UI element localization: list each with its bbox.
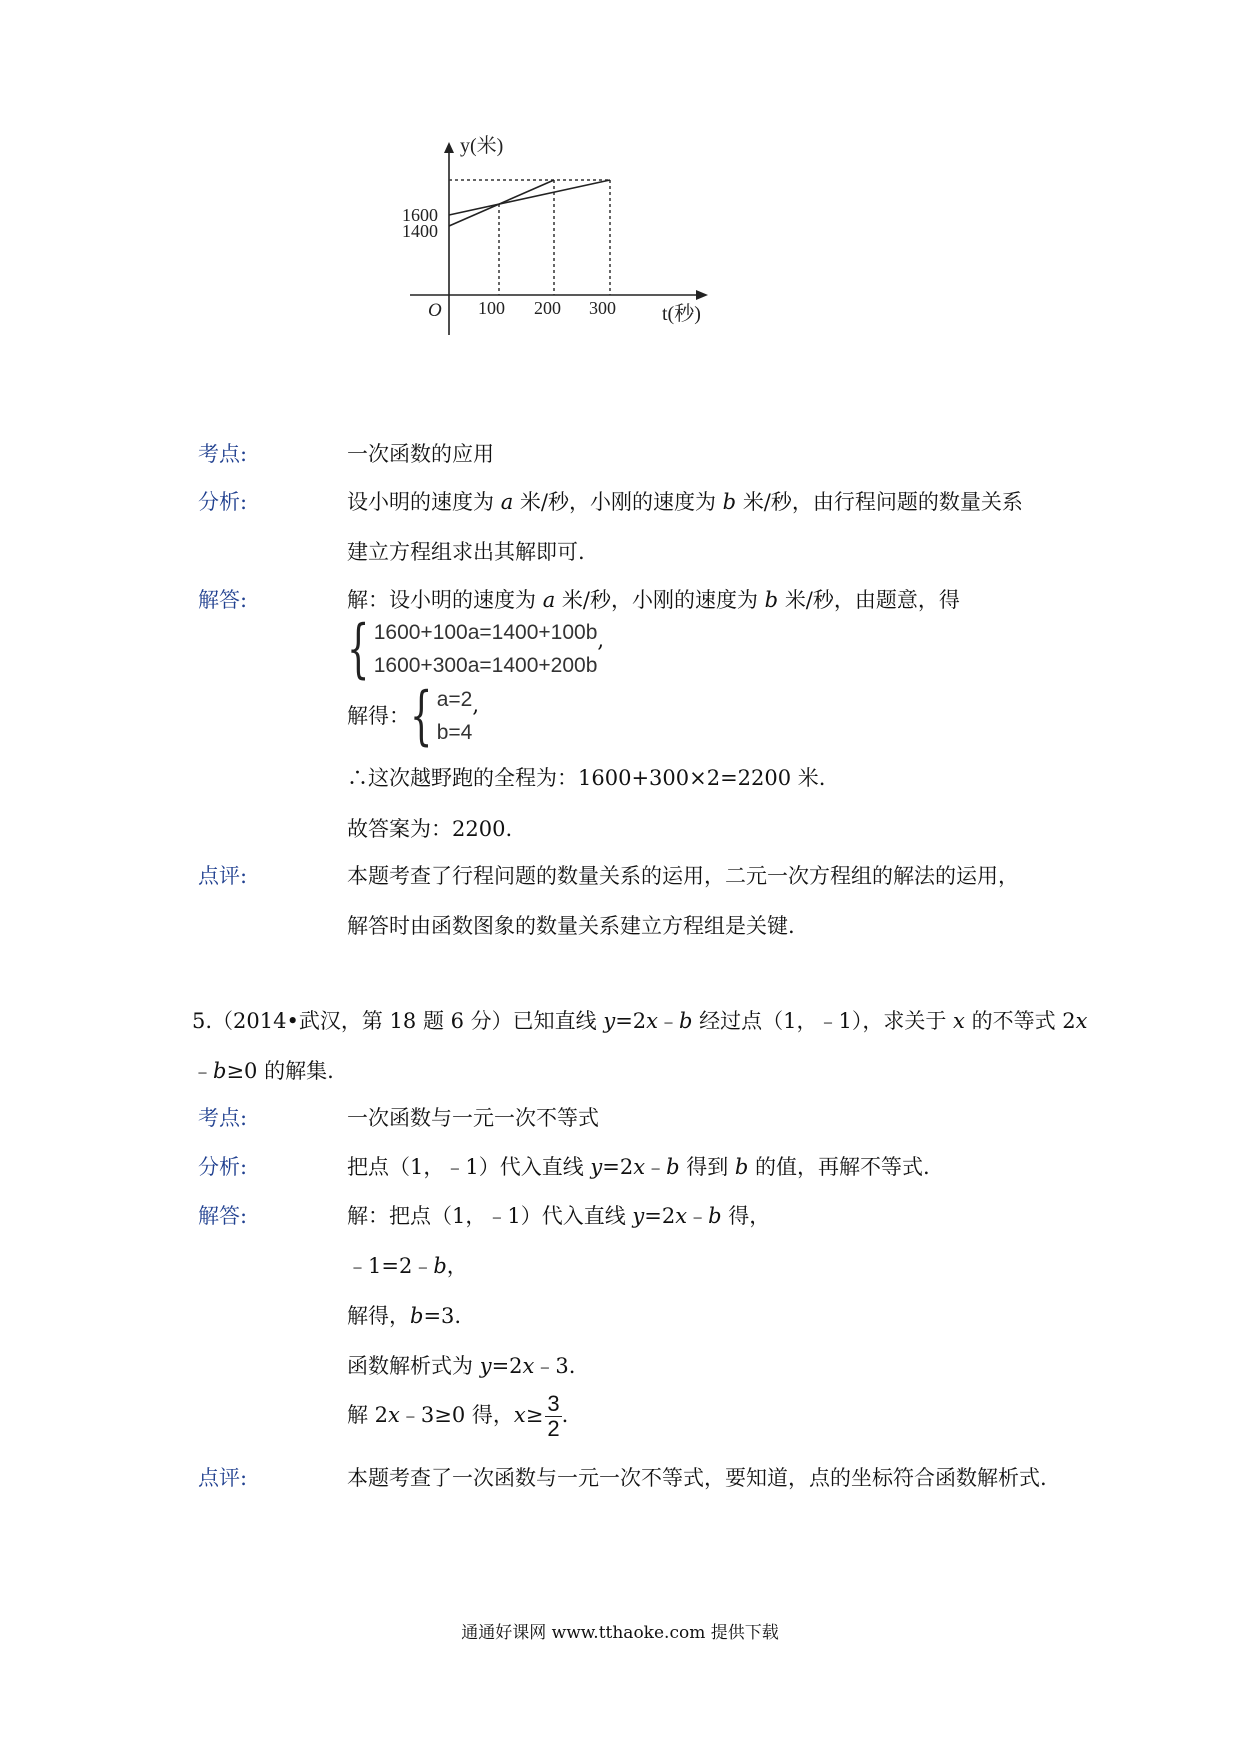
q5-stem-line1: 5.（2014•武汉，第 18 题 6 分）已知直线 y=2x﹣b 经过点（1，﹣1），求关于 x 的不等式 2x [192, 1009, 1088, 1033]
solution-system [410, 679, 480, 753]
solve-label: 解得： [347, 704, 410, 728]
y-tick-1600: 1600 [402, 205, 438, 225]
page-footer: 通通好课网 www.tthaoke.com 提供下载 [461, 1623, 779, 1643]
y-tick-1400: 1400 [402, 221, 438, 241]
y-axis-label: y(米) [460, 135, 504, 157]
q4-jieda-label: 解答: [198, 588, 248, 612]
q4-jieda-line1: 解：设小明的速度为 a 米/秒，小刚的速度为 b 米/秒，由题意，得 [347, 588, 960, 612]
solution-b: b=4 [436, 721, 473, 744]
x-axis-arrow [696, 290, 708, 300]
q5-jieda-line5: 解 2x﹣3≥0 得，x≥ $\frac{3}{2}$ . [347, 1391, 569, 1441]
origin-label: O [428, 300, 442, 321]
fraction-three-halves: $\frac{3}{2}$ [547, 1391, 560, 1441]
q4-dianping-line1: 本题考查了行程问题的数量关系的运用，二元一次方程组的解法的运用， [347, 864, 1019, 888]
q4-dianping-label: 点评: [198, 864, 248, 888]
q4-fenxi-label: 分析: [198, 490, 248, 514]
q5-dianping-text: 本题考查了一次函数与一元一次不等式，要知道，点的坐标符合函数解析式. [347, 1466, 1047, 1490]
x-tick-200: 200 [534, 298, 561, 318]
q4-kaodian-label: 考点: [198, 442, 248, 466]
equation-1: 1600+100a=1400+100b [373, 621, 598, 644]
q5-jieda-line4: 函数解析式为 y=2x﹣3. [347, 1354, 576, 1378]
q5-fenxi-text: 把点（1，﹣1）代入直线 y=2x﹣b 得到 b 的值，再解不等式. [347, 1155, 930, 1179]
q5-kaodian-label: 考点: [198, 1106, 248, 1130]
series-line-2 [449, 180, 554, 226]
series-line-1 [449, 180, 610, 215]
y-axis-arrow [444, 142, 454, 153]
solution-comma: , [472, 693, 480, 717]
x-tick-100: 100 [478, 298, 505, 318]
q5-stem-line2: ﹣b≥0 的解集. [192, 1059, 334, 1083]
x-axis-label: t(秒) [662, 303, 701, 325]
q5-jieda-line2: ﹣1=2﹣b， [347, 1254, 468, 1278]
q4-answer: 故答案为：2200. [347, 817, 513, 841]
left-brace: { [410, 679, 433, 753]
q4-dianping-line2: 解答时由函数图象的数量关系建立方程组是关键. [347, 914, 795, 938]
q5-dianping-label: 点评: [198, 1466, 248, 1490]
equation-2: 1600+300a=1400+200b [373, 654, 598, 677]
x-tick-300: 300 [589, 298, 616, 318]
q5-jieda-label: 解答: [198, 1204, 248, 1228]
q5-kaodian-text: 一次函数与一元一次不等式 [347, 1106, 599, 1130]
q5-jieda-line1: 解：把点（1，﹣1）代入直线 y=2x﹣b 得， [347, 1204, 771, 1228]
solution-a: a=2 [436, 688, 473, 711]
left-brace: { [347, 612, 370, 686]
q4-therefore: ∴这次越野跑的全程为：1600+300×2=2200 米. [347, 766, 826, 790]
distance-time-graph [402, 135, 710, 340]
equation-comma: , [597, 628, 605, 652]
equation-system [347, 612, 605, 686]
q5-jieda-line3: 解得，b=3. [347, 1304, 462, 1328]
q4-kaodian-text: 一次函数的应用 [347, 442, 494, 466]
q4-fenxi-line1: 设小明的速度为 a 米/秒，小刚的速度为 b 米/秒，由行程问题的数量关系 [347, 490, 1023, 514]
q5-fenxi-label: 分析: [198, 1155, 248, 1179]
q4-fenxi-line2: 建立方程组求出其解即可. [347, 540, 585, 564]
